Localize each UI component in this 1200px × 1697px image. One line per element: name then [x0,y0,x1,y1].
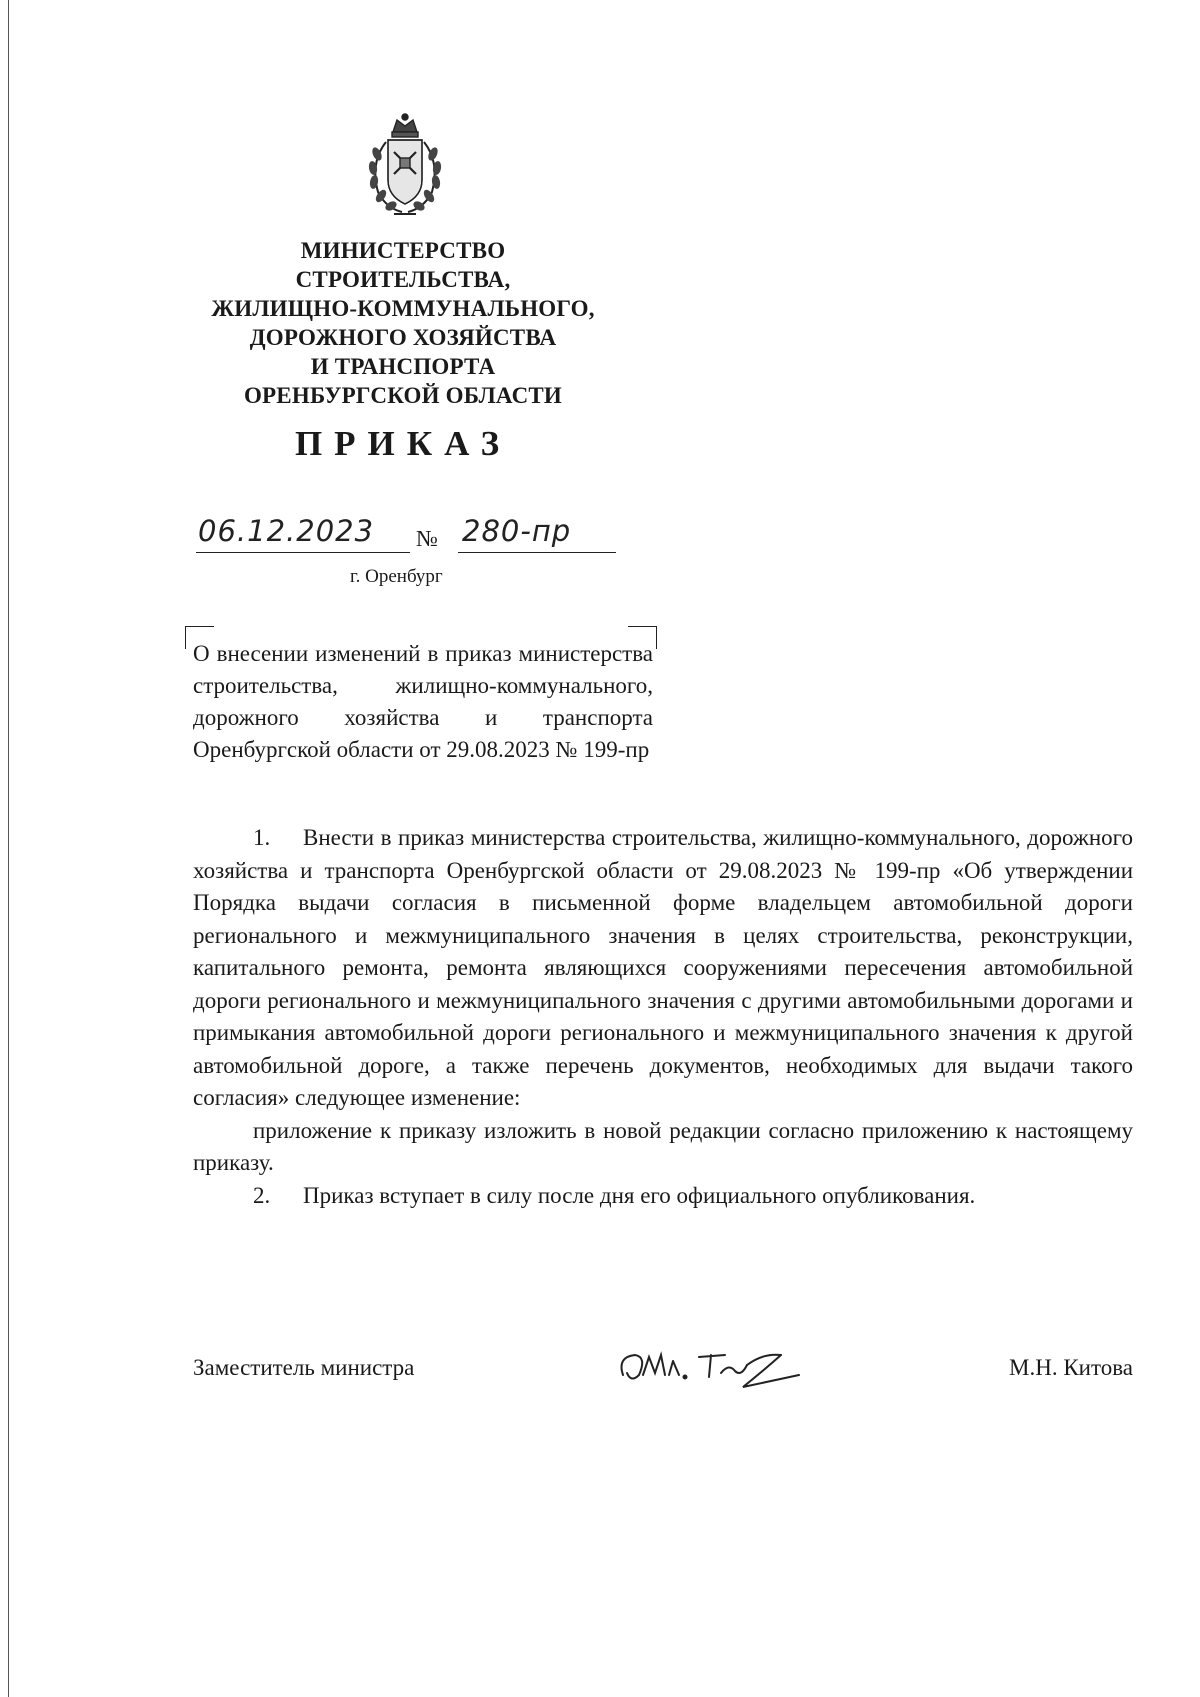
scan-edge-line [8,0,9,1697]
number-underline [458,552,616,553]
item-number: 2. [253,1182,271,1208]
org-line: МИНИСТЕРСТВО [300,238,506,263]
number-sign: № [416,526,438,551]
item-number: 1. [253,825,271,850]
signature-row [193,1345,1133,1405]
order-date: 06.12.2023 [198,514,375,548]
order-number: 280-пр [462,514,572,548]
org-line: ОРЕНБУРГСКОЙ ОБЛАСТИ [243,383,563,408]
body-item-2 [193,1180,1133,1213]
org-line: СТРОИТЕЛЬСТВА, [295,267,511,292]
org-line: И ТРАНСПОРТА [310,354,496,379]
org-line: ДОРОЖНОГО ХОЗЯЙСТВА [249,325,557,350]
document-type-title: ПРИКАЗ [294,424,512,463]
coat-of-arms-icon [364,112,446,220]
signer-name: М.Н. Китова [1009,1355,1133,1380]
body-item-1 [193,822,1133,1115]
order-subject: О внесении изменений в приказ министерства строительства, жилищно-коммунального, дорожного хозяйства и транспорта Оренбургской области от 29.08.2023 № 199-пр [193,641,653,762]
handwritten-signature [613,1335,813,1395]
date-underline [196,552,410,553]
org-line: ЖИЛИЩНО-КОММУНАЛЬНОГО, [211,296,595,321]
order-body [193,822,1133,1212]
city-label: г. Оренбург [350,566,443,587]
item-text: Внести в приказ министерства строительства, жилищно-коммунального, дорожного хозяйства и транспорта Оренбургской области от 29.08.2023 № 199-пр «Об утверждении Порядка выдачи согласия в письменной форме владельцем автомобильной дороги регионального и межмуниципального значения в целях строительства, реконструкции, капитального ремонта, ремонта являющихся сооружениями пересечения автомобильной дороги регионального и межмуниципального значения с другими автомобильными дорогами и примыкания автомобильной дороги регионального и межмуниципального значения к другой автомобильной дороге, а также перечень документов, необходимых для выдачи такого согласия» следующее изменение: [193,825,1133,1110]
registration-line [196,510,616,554]
body-item-1-sub: приложение к приказу изложить в новой редакции согласно приложению к настоящему приказу. [193,1117,1133,1175]
organization-name [150,236,656,410]
signer-role: Заместитель министра [193,1355,415,1380]
item-text: Приказ вступает в силу после дня его официального опубликования. [303,1182,976,1208]
